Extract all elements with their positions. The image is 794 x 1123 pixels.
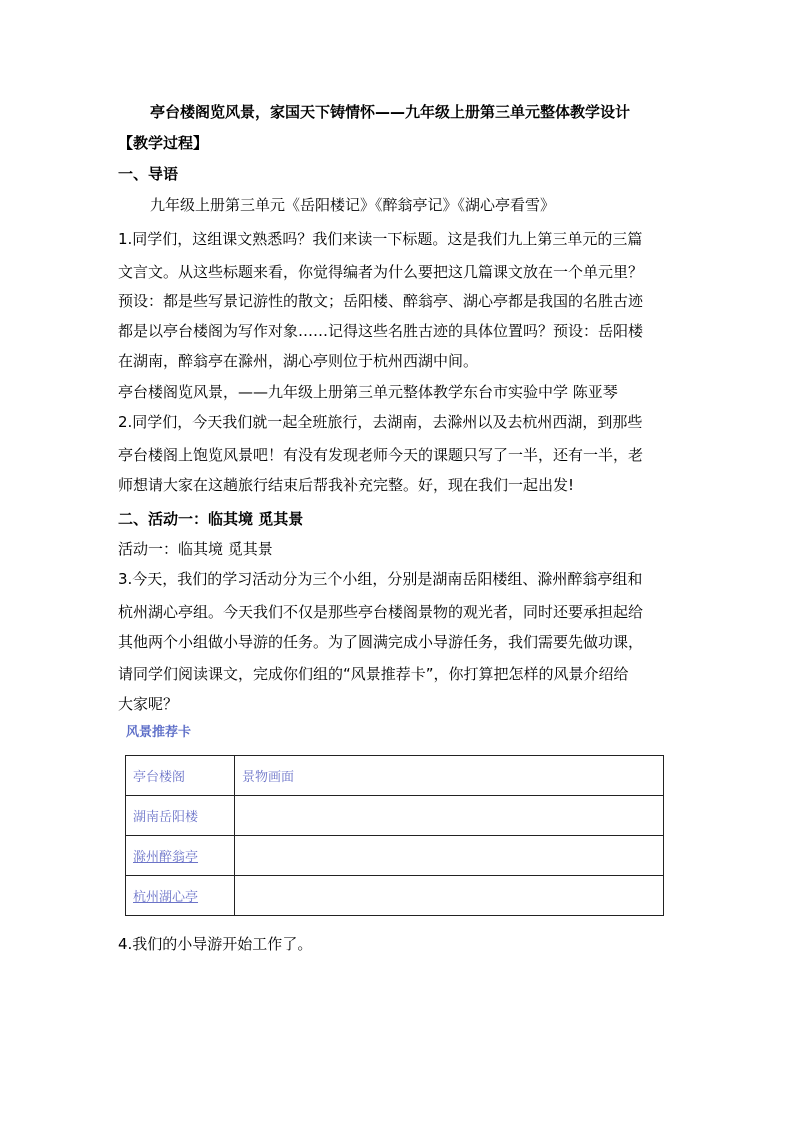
- paragraph-line: 活动一：临其境 觅其景: [118, 540, 273, 558]
- paragraph-line: 1.同学们，这组课文熟悉吗？我们来读一下标题。这是我们九上第三单元的三篇: [118, 230, 643, 248]
- heading-introduction: 一、导语: [118, 165, 179, 183]
- paragraph-line: 2.同学们，今天我们就一起全班旅行，去湖南，去滁州以及去杭州西湖，到那些: [118, 413, 643, 431]
- paragraph-line: 请同学们阅读课文，完成你们组的“风景推荐卡”，你打算把怎样的风景介绍给: [118, 665, 629, 683]
- card-title: 风景推荐卡: [126, 725, 192, 740]
- table-cell-scenery: [235, 836, 664, 876]
- table-cell-location: 湖南岳阳楼: [126, 796, 235, 836]
- paragraph-line: 在湖南，醉翁亭在滁州，湖心亭则位于杭州西湖中间。: [118, 352, 479, 370]
- table-row: [126, 836, 664, 876]
- paragraph-line: 都是以亭台楼阁为写作对象……记得这些名胜古迹的具体位置吗？预设：岳阳楼: [118, 322, 644, 340]
- table-cell-scenery: [235, 796, 664, 836]
- paragraph-line: 大家呢？: [118, 695, 179, 713]
- paragraph-line: 亭台楼阁上饱览风景吧！有没有发现老师今天的课题只写了一半，还有一半，老: [118, 446, 644, 464]
- paragraph-line: 亭台楼阁览风景，——九年级上册第三单元整体教学东台市实验中学 陈亚琴: [118, 383, 618, 401]
- table-row: [126, 876, 664, 916]
- table-cell-scenery: [235, 876, 664, 916]
- paragraph-line: 师想请大家在这趟旅行结束后帮我补充完整。好，现在我们一起出发!: [118, 476, 575, 494]
- paragraph-line: 其他两个小组做小导游的任务。为了圆满完成小导游任务，我们需要先做功课，: [118, 633, 644, 651]
- paragraph-line: 杭州湖心亭组。今天我们不仅是那些亭台楼阁景物的观光者，同时还要承担起给: [118, 603, 644, 621]
- heading-activity-one: 二、活动一：临其境 觅其景: [118, 510, 304, 528]
- paragraph-line: 预设：都是些写景记游性的散文；岳阳楼、醉翁亭、湖心亭都是我国的名胜古迹: [118, 292, 644, 310]
- table-cell-location: 杭州湖心亭: [126, 876, 235, 916]
- paragraph-line: 3.今天，我们的学习活动分为三个小组，分别是湖南岳阳楼组、滁州醉翁亭组和: [118, 570, 643, 588]
- paragraph-line: 九年级上册第三单元《岳阳楼记》《醉翁亭记》《湖心亭看雪》: [150, 196, 556, 214]
- paragraph-line: 文言文。从这些标题来看，你觉得编者为什么要把这几篇课文放在一个单元里？: [118, 263, 644, 281]
- table-row: [126, 796, 664, 836]
- table-header-cell: 景物画面: [235, 756, 664, 796]
- table-header-cell: 亭台楼阁: [126, 756, 235, 796]
- table-header-row: [126, 756, 664, 796]
- document-title: 亭台楼阁览风景，家国天下铸情怀——九年级上册第三单元整体教学设计: [150, 103, 631, 121]
- paragraph-line: 4.我们的小导游开始工作了。: [118, 935, 313, 953]
- scenery-recommendation-table: [125, 755, 664, 916]
- section-teaching-process: 【教学过程】: [118, 134, 209, 152]
- table-cell-location: 滁州醉翁亭: [126, 836, 235, 876]
